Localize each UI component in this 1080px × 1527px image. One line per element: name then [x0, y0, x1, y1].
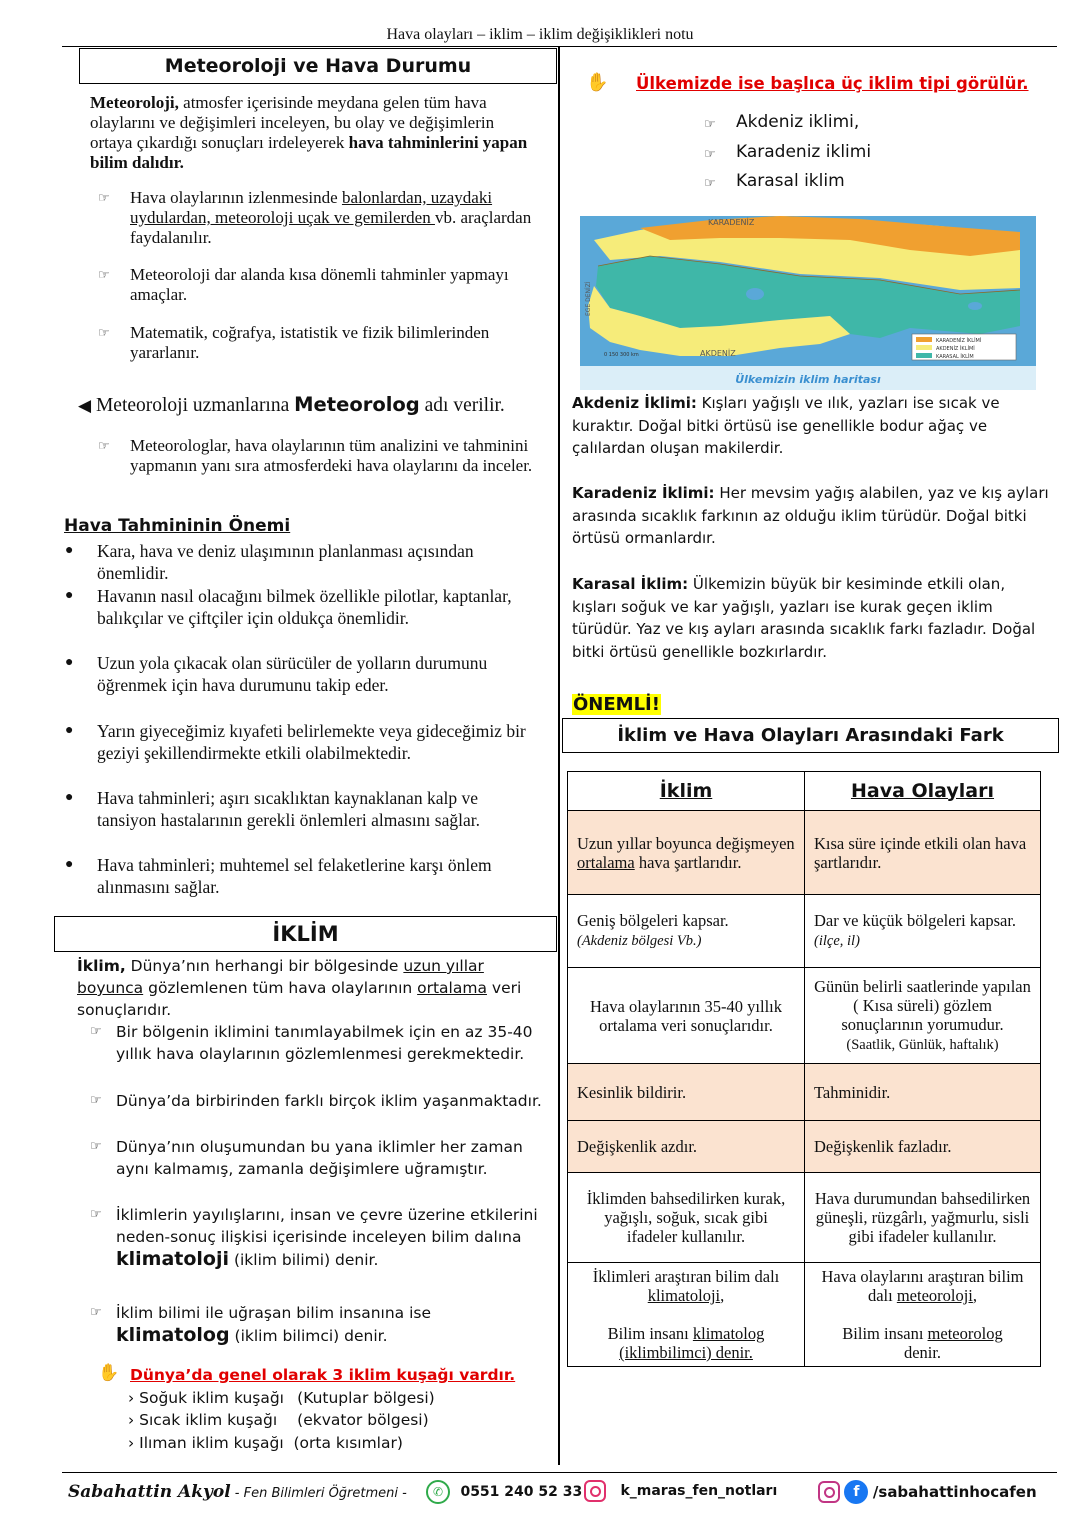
table-cell: İklimleri araştıran bilim dalı klimatoloji, Bilim insanı klimatolog (iklimbilimci) denir. — [568, 1263, 805, 1367]
table-cell: Hava durumundan bahsedilirken güneşli, rüzgârlı, yağmurlu, sisli gibi ifadeler kullanılır. — [805, 1173, 1041, 1263]
iklim-bullet-3: ☞ Dünya’nın oluşumundan bu yana iklimler her zaman aynı kalmamış, zamanla değişimlere uğramıştır. — [90, 1138, 523, 1178]
legend-item-akdeniz: AKDENİZ İKLİMİ — [936, 346, 975, 352]
pointing-hand-icon: ☞ — [704, 117, 716, 132]
types-list — [704, 108, 872, 197]
pointing-hand-icon: ☞ — [704, 146, 716, 162]
table-row — [568, 811, 1041, 895]
instagram-icon — [584, 1480, 606, 1502]
pointing-hand-icon: ☞ — [90, 1093, 102, 1108]
importance-item: ● Hava tahminleri; muhtemel sel felaketlerine karşı önlem alınmasını sağlar. — [65, 855, 492, 897]
zone-item: › Sıcak iklim kuşağı (ekvator bölgesi) — [128, 1411, 429, 1429]
pointing-hand-icon: ☞ — [98, 267, 110, 282]
table-cell: Değişkenlik fazladır. — [805, 1121, 1041, 1173]
map-scale: 0 150 300 km — [604, 352, 639, 358]
map-image — [580, 216, 1036, 390]
type-item: ☞ Karasal iklim — [736, 167, 871, 197]
table-header-iklim: İklim — [568, 772, 805, 811]
table-cell: İklimden bahsedilirken kurak, yağışlı, soğuk, sıcak gibi ifadeler kullanılır. — [568, 1173, 805, 1263]
pointing-hand-icon: ☞ — [90, 1024, 102, 1039]
type-item: ☞ Akdeniz iklimi, — [736, 108, 871, 138]
facebook-icon: f — [844, 1480, 868, 1504]
table-cell: Kesinlik bildirir. — [568, 1064, 805, 1121]
map-label-akdeniz: AKDENİZ — [700, 349, 736, 358]
iklim-bullet-5: ☞ İklim bilimi ile uğraşan bilim insanına ise klimatolog (iklim bilimci) denir. — [90, 1304, 431, 1346]
map-label-karadeniz: KARADENİZ — [708, 218, 755, 227]
comparison-table — [567, 771, 1041, 1367]
legend-item-karasal: KARASAL İKLİM — [936, 354, 974, 360]
bullet-dot: ● — [65, 543, 74, 558]
table-cell: Hava olaylarının 35-40 yıllık ortalama veri sonuçlarıdır. — [568, 968, 805, 1064]
table-cell: Günün belirli saatlerinde yapılan ( Kısa süreli) gözlem sonuçlarının yorumudur. (Saatlik, Günlük, haftalık) — [805, 968, 1041, 1064]
pointing-hand-icon: ☞ — [704, 176, 716, 191]
bullet-dot: ● — [65, 588, 74, 603]
table-cell: Hava olaylarını araştıran bilim dalı meteoroloji, Bilim insanı meteorolog denir. — [805, 1263, 1041, 1367]
iklim-bullet-2: ☞ Dünya’da birbirinden farklı birçok iklim yaşanmaktadır. — [90, 1092, 542, 1110]
table-row — [568, 1064, 1041, 1121]
table-row — [568, 895, 1041, 968]
table-row — [568, 1121, 1041, 1173]
bullet-dot: ● — [65, 857, 74, 872]
meteo-bullet-3: ☞ Matematik, coğrafya, istatistik ve fizik bilimlerinden yararlanır. — [98, 323, 490, 362]
legend-item-karadeniz: KARADENİZ İKLİMİ — [936, 338, 982, 344]
instagram-icon — [818, 1481, 840, 1503]
iklim-definition: İklim, Dünya’nın herhangi bir bölgesinde uzun yıllar boyunca gözlemlenen tüm hava olaylarının ortalama veri sonuçlarıdır. — [77, 957, 522, 1019]
importance-item: ● Havanın nasıl olacağını bilmek özellikle pilotlar, kaptanlar, balıkçılar ve çiftçiler için oldukça önemlidir. — [65, 586, 512, 628]
pointing-hand-icon: ☞ — [90, 1139, 102, 1154]
important-label: ÖNEMLİ! — [573, 694, 660, 715]
importance-item: ● Uzun yola çıkacak olan sürücüler de yolların durumunu öğrenmek için hava durumunu takip eder. — [65, 653, 488, 695]
pointing-hand-icon: ☞ — [90, 1207, 102, 1222]
meteo-bullet-2: ☞ Meteoroloji dar alanda kısa dönemli tahminler yapmayı amaçlar. — [98, 265, 509, 304]
bullet-dot: ● — [65, 790, 74, 805]
footer-social[interactable]: f /sabahattinhocafen — [818, 1480, 1037, 1504]
akdeniz-text: Akdeniz İklimi: Kışları yağışlı ve ılık, yazları ise sıcak ve kuraktır. Doğal bitki örtüsü ise genellikle bodur ağaç ve çalılardan oluşan makilerdir. — [572, 394, 1000, 457]
bullet-dot: ● — [65, 723, 74, 738]
meteo-definition: Meteoroloji, atmosfer içerisinde meydana gelen tüm hava olaylarını ve değişimleri inceleyen, bu olay ve değişimlerin ortaya çıkardığı sonuçları irdeleyerek hava tahminlerini yapan bilim dalıdır. — [90, 93, 528, 172]
footer-author: Sabahattin Akyol - Fen Bilimleri Öğretmeni - — [68, 1482, 407, 1502]
map-label-ege: EGE DENİZİ — [585, 281, 592, 316]
page-header: Hava olayları – iklim – iklim değişiklikleri notu — [386, 26, 694, 43]
bullet-dot: ● — [65, 655, 74, 670]
table-cell: Değişkenlik azdır. — [568, 1121, 805, 1173]
difference-title: İklim ve Hava Olayları Arasındaki Fark — [562, 718, 1059, 753]
pointing-hand-icon: ☞ — [98, 438, 110, 453]
hand-stop-icon: ✋ — [586, 72, 609, 93]
column-divider — [558, 47, 560, 1465]
table-row — [568, 1173, 1041, 1263]
table-cell: Geniş bölgeleri kapsar. (Akdeniz bölgesi Vb.) — [568, 895, 805, 968]
pointing-hand-icon: ☞ — [98, 190, 110, 205]
table-header-hava: Hava Olayları — [805, 772, 1041, 811]
meteo-title: Meteoroloji ve Hava Durumu — [79, 48, 557, 84]
zone-item: › Ilıman iklim kuşağı (orta kısımlar) — [128, 1434, 403, 1452]
iklim-title: İKLİM — [54, 916, 557, 952]
footer-phone[interactable]: ✆ 0551 240 52 33 — [426, 1480, 582, 1504]
whatsapp-icon: ✆ — [426, 1480, 450, 1504]
zones-title: ✋ Dünya’da genel olarak 3 iklim kuşağı vardır. — [98, 1363, 516, 1384]
iklim-bullet-1: ☞ Bir bölgenin iklimini tanımlayabilmek için en az 35-40 yıllık hava olaylarının gözlemlenmesi gerekmektedir. — [90, 1023, 533, 1063]
table-cell: Tahminidir. — [805, 1064, 1041, 1121]
type-item: ☞ Karadeniz iklimi — [736, 138, 871, 168]
table-cell: Uzun yıllar boyunca değişmeyen ortalama hava şartlarıdır. — [568, 811, 805, 895]
table-row — [568, 968, 1041, 1064]
importance-item: ● Kara, hava ve deniz ulaşımının planlanması açısından önemlidir. — [65, 541, 474, 583]
pointing-hand-icon: ☞ — [90, 1305, 102, 1320]
karadeniz-text: Karadeniz İklimi: Her mevsim yağış alabilen, yaz ve kış ayları arasında sıcaklık farkının az olduğu iklim türüdür. Doğal bitki örtüsü ormanlardır. — [572, 484, 1049, 547]
footer-rule — [62, 1472, 1057, 1473]
karasal-text: Karasal İklim: Ülkemizin büyük bir kesiminde etkili olan, kışları soğuk ve kar yağışlı, yazları ise kurak geçen iklim türüdür. Yaz ve kış ayları arasında sıcaklık farkı fazladır. Doğal bitki örtüsü genellikle bozkırlardır. — [572, 575, 1036, 661]
meteorolog-line: ◀ Meteoroloji uzmanlarına Meteorolog adı verilir. — [78, 393, 505, 416]
importance-title: Hava Tahmininin Önemi — [64, 516, 291, 536]
importance-item: ● Hava tahminleri; aşırı sıcaklıktan kaynaklanan kalp ve tansiyon hastalarının gerekli önlemleri almasını sağlar. — [65, 788, 480, 830]
table-row — [568, 1263, 1041, 1367]
importance-item: ● Yarın giyeceğimiz kıyafeti belirlemekte veya gideceğimiz bir geziyi şekillendirmekte etkili olabilmektedir. — [65, 721, 526, 763]
footer-instagram[interactable]: k_maras_fen_notları — [584, 1480, 777, 1502]
hand-stop-icon: ✋ — [98, 1363, 120, 1383]
types-title: ✋ Ülkemizde ise başlıca üç iklim tipi görülür. — [586, 72, 1029, 93]
zone-item: › Soğuk iklim kuşağı (Kutuplar bölgesi) — [128, 1389, 435, 1407]
pointing-hand-icon: ☞ — [98, 325, 110, 340]
arrow-left-icon: ◀ — [78, 396, 92, 415]
map-caption: Ülkemizin iklim haritası — [735, 373, 881, 386]
iklim-bullet-4: ☞ İklimlerin yayılışlarını, insan ve çevre üzerine etkilerini neden-sonuç ilişkisi içerisinde inceleyen bilim dalına klimatoloji (iklim bilimi) denir. — [90, 1206, 538, 1270]
climate-map — [580, 216, 1036, 390]
meteo-bullet-1: ☞ Hava olaylarının izlenmesinde balonlardan, uzaydaki uydulardan, meteoroloji uçak ve gemilerden vb. araçlardan faydalanılır. — [98, 188, 532, 247]
meteo-bullet-4: ☞ Meteorologlar, hava olaylarının tüm analizini ve tahminini yapmanın yanı sıra atmosferdeki hava olaylarını da inceler. — [98, 436, 533, 475]
table-cell: Kısa süre içinde etkili olan hava şartlarıdır. — [805, 811, 1041, 895]
table-cell: Dar ve küçük bölgeleri kapsar. (ilçe, il) — [805, 895, 1041, 968]
